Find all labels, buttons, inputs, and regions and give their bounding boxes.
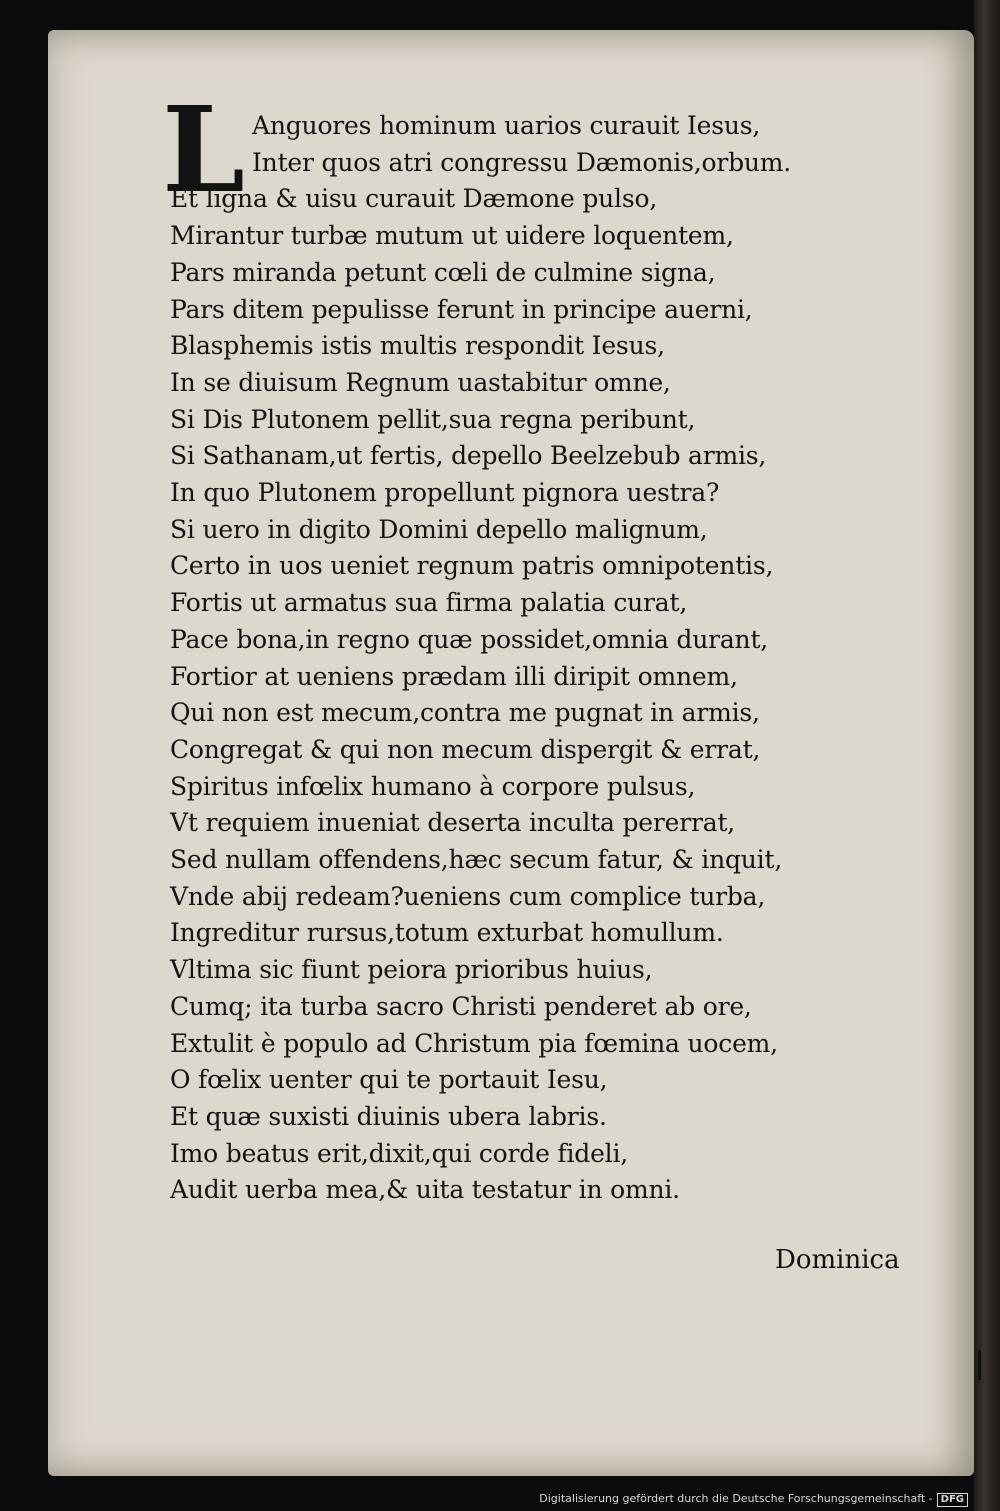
scan-edge bbox=[974, 0, 1000, 1511]
verse-line: Et ligna & uisu curauit Dæmone pulso, bbox=[170, 184, 658, 214]
verse-line: Spiritus infœlix humano à corpore pulsus, bbox=[170, 771, 696, 801]
verse-line: Qui non est mecum,contra me pugnat in armis, bbox=[170, 698, 760, 728]
verse-line: Pars miranda petunt cœli de culmine signa, bbox=[170, 257, 716, 287]
verse-line: Certo in uos ueniet regnum patris omnipotentis, bbox=[170, 551, 774, 581]
verse-line: O fœlix uenter qui te portauit Iesu, bbox=[170, 1065, 608, 1095]
verse-line: Si Sathanam,ut fertis, depello Beelzebub armis, bbox=[170, 441, 767, 471]
verse-line: In se diuisum Regnum uastabitur omne, bbox=[170, 367, 671, 397]
verse-line: Blasphemis istis multis respondit Iesus, bbox=[170, 331, 665, 361]
verse-line: Fortior at ueniens prædam illi diripit omnem, bbox=[170, 661, 738, 691]
verse-line: Pars ditem pepulisse ferunt in principe auerni, bbox=[170, 294, 753, 324]
verse-line: Pace bona,in regno quæ possidet,omnia durant, bbox=[170, 624, 769, 654]
verse-line: Mirantur turbæ mutum ut uidere loquentem, bbox=[170, 221, 734, 251]
poem-text bbox=[170, 108, 960, 1209]
verse-line: Anguores hominum uarios curauit Iesus, bbox=[252, 111, 761, 140]
credit-text: Digitalisierung gefördert durch die Deutsche Forschungsgemeinschaft - bbox=[539, 1492, 933, 1505]
verse-line: Ingreditur rursus,totum exturbat homullum. bbox=[170, 918, 724, 948]
drop-initial: L bbox=[162, 80, 245, 219]
verse-line: Vnde abij redeam?ueniens cum complice turba, bbox=[170, 881, 766, 911]
verse-line: Sed nullam offendens,hæc secum fatur, & inquit, bbox=[170, 845, 783, 875]
verse-line: Fortis ut armatus sua firma palatia curat, bbox=[170, 588, 688, 618]
verse-line: Inter quos atri congressu Dæmonis,orbum. bbox=[252, 147, 792, 177]
verse-line: Si Dis Plutonem pellit,sua regna peribunt, bbox=[170, 404, 696, 434]
verse-line: Et quæ suxisti diuinis ubera labris. bbox=[170, 1101, 607, 1131]
verse-line: Audit uerba mea,& uita testatur in omni. bbox=[170, 1175, 680, 1205]
verse-line: Cumq; ita turba sacro Christi penderet ab ore, bbox=[170, 991, 752, 1021]
verse-line: In quo Plutonem propellunt pignora uestra? bbox=[170, 478, 720, 508]
verse-line: Imo beatus erit,dixit,qui corde fideli, bbox=[170, 1138, 629, 1168]
verse-line: Si uero in digito Domini depello malignum, bbox=[170, 514, 708, 544]
dfg-logo: DFG bbox=[937, 1493, 968, 1507]
verse-line: Vltima sic fiunt peiora prioribus huius, bbox=[170, 955, 653, 985]
margin-mark bbox=[978, 1350, 981, 1380]
verse-line: Extulit è populo ad Christum pia fœmina uocem, bbox=[170, 1028, 778, 1058]
catchword: Dominica bbox=[775, 1245, 900, 1275]
digitization-credit bbox=[539, 1492, 968, 1507]
verse-line: Vt requiem inueniat deserta inculta pererrat, bbox=[170, 808, 736, 838]
verse-line: Congregat & qui non mecum dispergit & errat, bbox=[170, 734, 761, 764]
